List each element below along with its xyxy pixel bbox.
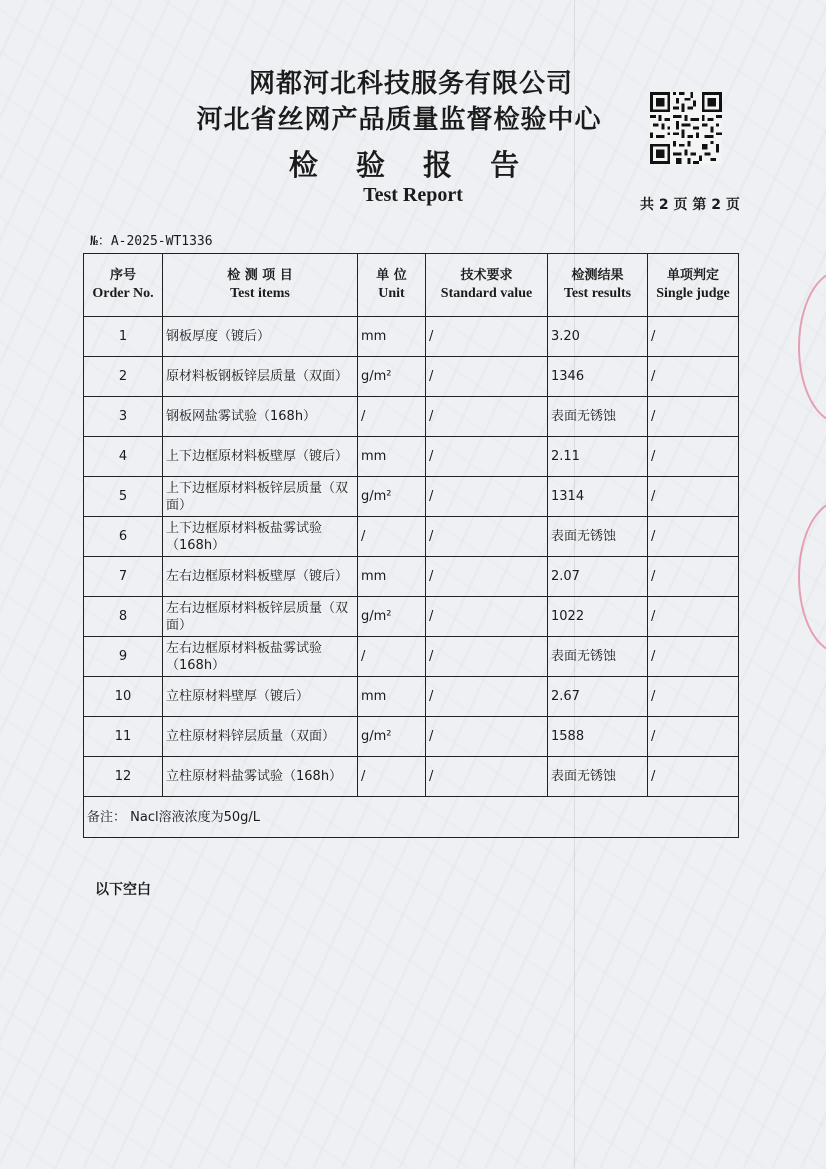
cell-unit: g/m² [358,357,426,397]
qr-code-icon [650,92,722,164]
header-en: Single judge [656,286,730,301]
company-name: 网都河北科技服务有限公司 [248,69,573,99]
cell-result: 表面无锈蚀 [548,757,648,797]
cell-test-item: 钢板网盐雾试验（168h） [163,397,358,437]
cell-standard: / [426,557,548,597]
table-row [84,477,739,517]
table-row [84,437,739,477]
cell-judge: / [648,477,739,517]
cell-order-no: 7 [84,557,163,597]
cell-test-item: 左右边框原材料板锌层质量（双面） [163,597,358,637]
cell-order-no: 4 [84,437,163,477]
header-cn: 单 位 [376,268,407,283]
cell-test-item: 上下边框原材料板盐雾试验（168h） [163,517,358,557]
cell-standard: / [426,717,548,757]
cell-result: 1314 [548,477,648,517]
cell-unit: mm [358,557,426,597]
report-number: №：A-2025-WT1336 [90,234,213,249]
table-row [84,717,739,757]
cell-test-item: 立柱原材料盐雾试验（168h） [163,757,358,797]
table-header-row [84,254,739,317]
note-row [84,797,739,838]
cell-result: 2.11 [548,437,648,477]
header-test-items [163,254,358,317]
cell-result: 表面无锈蚀 [548,517,648,557]
header-cn: 检 测 项 目 [227,268,293,283]
cell-unit: / [358,517,426,557]
cell-result: 表面无锈蚀 [548,637,648,677]
header-en: Test items [230,286,290,301]
cell-unit: g/m² [358,477,426,517]
table-row [84,317,739,357]
cell-judge: / [648,557,739,597]
header-single-judge [648,254,739,317]
header-standard-value [426,254,548,317]
header-unit [358,254,426,317]
cell-unit: / [358,397,426,437]
cell-unit: mm [358,317,426,357]
cell-test-item: 上下边框原材料板壁厚（镀后） [163,437,358,477]
header-en: Order No. [92,286,154,301]
cell-standard: / [426,677,548,717]
header-cn: 单项判定 [666,268,719,283]
cell-standard: / [426,477,548,517]
table-row [84,757,739,797]
cell-judge: / [648,597,739,637]
table-row [84,637,739,677]
cell-standard: / [426,757,548,797]
cell-test-item: 左右边框原材料板盐雾试验（168h） [163,637,358,677]
cell-judge: / [648,717,739,757]
cell-test-item: 立柱原材料锌层质量（双面） [163,717,358,757]
cell-standard: / [426,397,548,437]
cell-order-no: 10 [84,677,163,717]
cell-judge: / [648,317,739,357]
cell-unit: / [358,637,426,677]
cell-test-item: 左右边框原材料板壁厚（镀后） [163,557,358,597]
cell-unit: mm [358,677,426,717]
cell-result: 1022 [548,597,648,637]
header-en: Test results [563,286,632,301]
test-results-table [83,253,739,838]
cell-test-item: 立柱原材料壁厚（镀后） [163,677,358,717]
center-name: 河北省丝网产品质量监督检验中心 [196,105,602,135]
table-row [84,677,739,717]
cell-order-no: 9 [84,637,163,677]
table-row [84,397,739,437]
cell-standard: / [426,637,548,677]
cell-unit: mm [358,437,426,477]
table-row [84,597,739,637]
cell-standard: / [426,357,548,397]
cell-order-no: 3 [84,397,163,437]
page-indicator: 共 2 页 第 2 页 [640,197,740,213]
seal-stamp-edge [798,500,826,654]
report-title-en: Test Report [363,184,463,206]
cell-standard: / [426,317,548,357]
header-test-results [548,254,648,317]
cell-test-item: 钢板厚度（镀后） [163,317,358,357]
cell-unit: / [358,757,426,797]
cell-result: 3.20 [548,317,648,357]
cell-result: 1588 [548,717,648,757]
cell-judge: / [648,437,739,477]
header-order-no [84,254,163,317]
cell-unit: g/m² [358,597,426,637]
cell-order-no: 1 [84,317,163,357]
cell-judge: / [648,757,739,797]
cell-order-no: 11 [84,717,163,757]
cell-result: 2.67 [548,677,648,717]
cell-standard: / [426,437,548,477]
cell-judge: / [648,357,739,397]
cell-judge: / [648,397,739,437]
cell-standard: / [426,517,548,557]
table-row [84,557,739,597]
table-row [84,517,739,557]
cell-order-no: 12 [84,757,163,797]
cell-result: 表面无锈蚀 [548,397,648,437]
blank-below-notice: 以下空白 [95,882,151,898]
cell-judge: / [648,637,739,677]
cell-unit: g/m² [358,717,426,757]
cell-result: 1346 [548,357,648,397]
header-en: Unit [378,286,405,301]
header-cn: 检测结果 [571,268,624,283]
seal-stamp-edge [798,270,826,424]
cell-judge: / [648,517,739,557]
cell-order-no: 6 [84,517,163,557]
cell-order-no: 8 [84,597,163,637]
cell-order-no: 5 [84,477,163,517]
note-text: 备注： Nacl溶液浓度为50g/L [84,797,739,838]
cell-judge: / [648,677,739,717]
cell-order-no: 2 [84,357,163,397]
header-cn: 技术要求 [460,268,513,283]
cell-test-item: 上下边框原材料板锌层质量（双面） [163,477,358,517]
cell-result: 2.07 [548,557,648,597]
report-title-cn: 检 验 报 告 [288,148,534,182]
header-en: Standard value [440,286,533,301]
cell-test-item: 原材料板钢板锌层质量（双面） [163,357,358,397]
table-row [84,357,739,397]
cell-standard: / [426,597,548,637]
header-cn: 序号 [109,268,136,283]
